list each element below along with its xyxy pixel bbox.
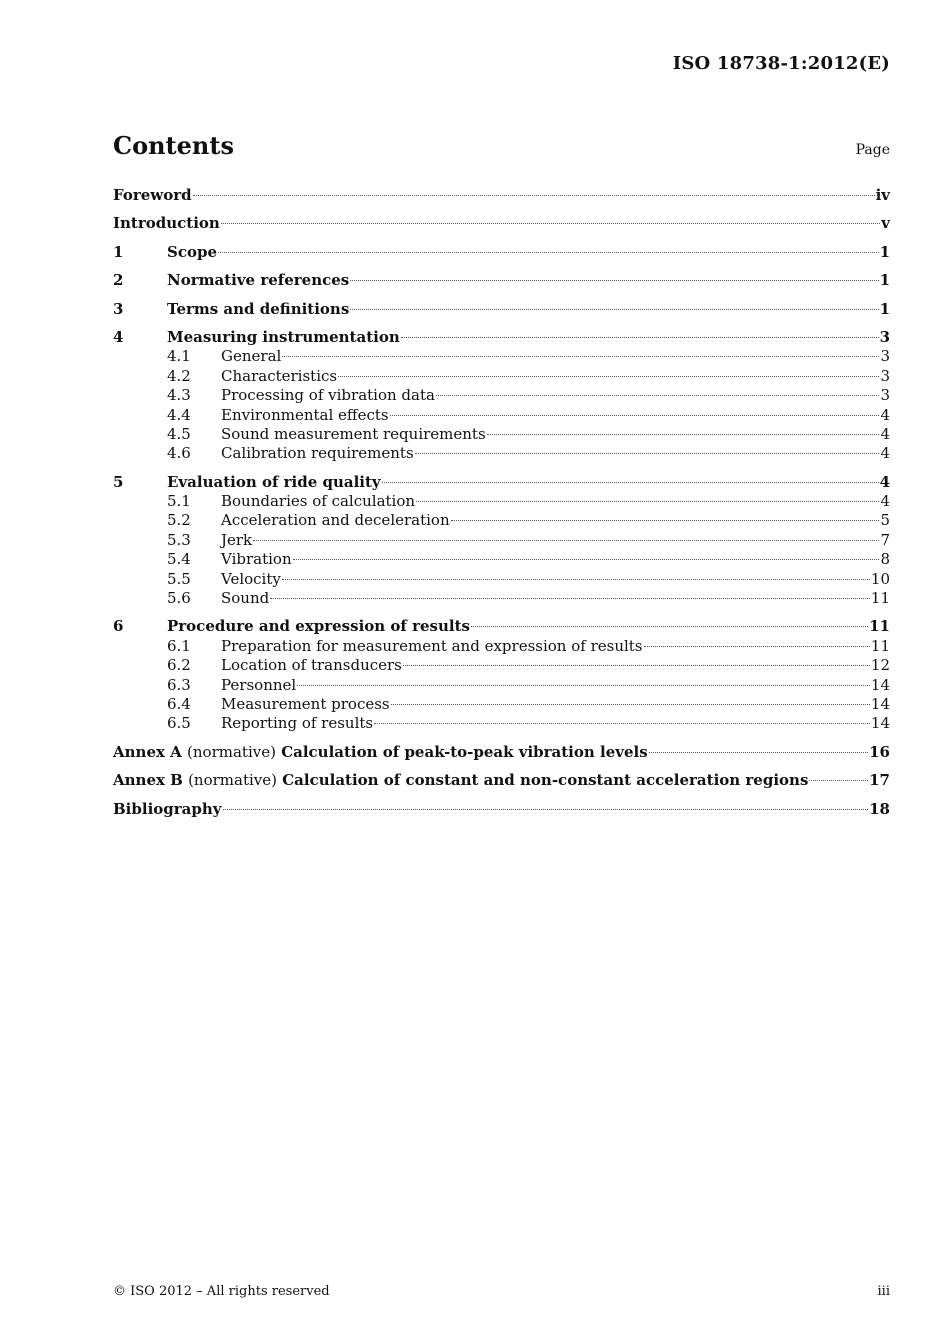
toc-entry-title: Procedure and expression of results [167,617,470,636]
dot-leader [401,337,879,338]
toc-entry-page: 1 [879,242,890,261]
dot-leader [416,501,879,502]
toc-entry-page: 1 [879,271,890,290]
dot-leader [390,415,880,416]
dot-leader [282,579,870,580]
toc-entry-title: Jerk [221,530,253,549]
toc-entry-number: 6.4 [167,694,191,713]
toc-entry-number: 1 [113,242,124,261]
dot-leader [809,780,868,781]
toc-entry-4-2[interactable] [113,367,890,386]
toc-entry-title: General [221,347,282,366]
toc-entry-title: Location of transducers [221,656,402,675]
annex-subtitle: Calculation of constant and non-constant acceleration regions [282,771,809,790]
toc-entry-evaluation-of-ride-quality[interactable] [113,473,890,492]
annex-label: Annex A [113,742,182,761]
toc-entry-title: Vibration [221,550,292,569]
toc-entry-number: 4.5 [167,424,191,443]
toc-entry-4-5[interactable] [113,425,890,444]
toc-entry-title: Sound measurement requirements [221,424,486,443]
dot-leader [382,482,879,483]
toc-entry-title: Processing of vibration data [221,386,435,405]
toc-entry-4-1[interactable] [113,347,890,366]
toc-entry-page: 11 [870,589,890,608]
toc-entry-page: 1 [879,299,890,318]
dot-leader [223,809,869,810]
page-column-label: Page [855,142,890,158]
copyright-notice: © ISO 2012 – All rights reserved [113,1284,330,1299]
toc-entry-title: Bibliography [113,799,222,818]
toc-entry-page: 4 [879,472,890,491]
toc-entry-number: 5.1 [167,492,191,511]
toc-entry-page: 11 [869,617,890,636]
toc-entry-title: Boundaries of calculation [221,492,416,511]
toc-entry-5-3[interactable] [113,531,890,550]
toc-entry-number: 6 [113,617,124,636]
toc-entry-title [113,771,808,790]
toc-entry-number: 4 [113,327,124,346]
toc-entry-title: Measurement process [221,694,390,713]
toc-entry-page: 4 [880,492,890,511]
toc-entry-number: 6.1 [167,636,191,655]
toc-entry-page: 4 [880,424,890,443]
toc-entry-page: 3 [880,347,890,366]
toc-entry-page: 14 [870,675,890,694]
dot-leader [451,520,880,521]
dot-leader [282,356,879,357]
toc-entry-bibliography[interactable] [113,800,890,819]
toc-entry-5-6[interactable] [113,589,890,608]
dot-leader [415,453,880,454]
toc-entry-5-2[interactable] [113,511,890,530]
toc-entry-6-1[interactable] [113,637,890,656]
annex-label: Annex B [113,771,183,790]
dot-leader [350,309,878,310]
toc-entry-annex-a[interactable] [113,743,890,762]
toc-entry-number: 5 [113,472,124,491]
toc-entry-number: 2 [113,271,124,290]
toc-entry-title: Preparation for measurement and expression of results [221,636,643,655]
dot-leader [649,752,868,753]
annex-subtitle: Calculation of peak-to-peak vibration levels [281,742,648,761]
document-id: ISO 18738-1:2012(E) [672,53,890,74]
dot-leader [403,665,870,666]
toc-entry-page: 5 [880,511,890,530]
toc-entry-6-2[interactable] [113,656,890,675]
toc-entry-5-5[interactable] [113,570,890,589]
contents-heading: Contents [113,131,234,160]
table-of-contents [113,186,890,819]
toc-entry-number: 6.3 [167,675,191,694]
dot-leader [436,395,880,396]
toc-entry-page: 7 [880,530,890,549]
page-number: iii [877,1284,890,1299]
toc-entry-number: 6.2 [167,656,191,675]
dot-leader [350,280,878,281]
toc-entry-page: 18 [869,799,890,818]
annex-qualifier: (normative) [187,742,276,761]
toc-entry-page: 4 [880,444,890,463]
toc-entry-normative-references[interactable] [113,271,890,290]
dot-leader [270,598,870,599]
toc-entry-5-4[interactable] [113,550,890,569]
dot-leader [218,252,879,253]
toc-entry-title: Measuring instrumentation [167,327,400,346]
toc-entry-number: 5.2 [167,511,191,530]
dot-leader [297,685,870,686]
dot-leader [374,723,870,724]
toc-entry-title [113,743,648,762]
toc-entry-6-5[interactable] [113,714,890,733]
toc-entry-title: Evaluation of ride quality [167,472,381,491]
toc-entry-page: 3 [879,327,890,346]
dot-leader [293,559,880,560]
toc-entry-page: 14 [870,694,890,713]
dot-leader [471,626,868,627]
toc-entry-page: iv [875,186,890,204]
dot-leader [487,434,880,435]
toc-entry-title: Characteristics [221,366,338,385]
toc-entry-page: 3 [880,366,890,385]
toc-entry-page: 17 [869,771,890,790]
toc-entry-page: 8 [880,550,890,569]
toc-entry-title: Personnel [221,675,297,694]
toc-entry-number: 4.2 [167,366,191,385]
toc-entry-page: 3 [880,386,890,405]
toc-entry-4-6[interactable] [113,444,890,463]
toc-entry-title: Sound [221,589,270,608]
dot-leader [193,195,875,196]
toc-entry-title: Terms and definitions [167,299,350,318]
toc-entry-title: Reporting of results [221,714,374,733]
toc-entry-number: 4.4 [167,405,191,424]
toc-entry-title: Foreword [113,186,192,204]
toc-entry-number: 4.6 [167,444,191,463]
toc-entry-page: 12 [870,656,890,675]
toc-entry-number: 6.5 [167,714,191,733]
toc-entry-number: 4.3 [167,386,191,405]
annex-qualifier: (normative) [188,771,277,790]
toc-entry-number: 3 [113,299,124,318]
toc-entry-4-3[interactable] [113,386,890,405]
toc-entry-number: 5.5 [167,569,191,588]
dot-leader [338,376,879,377]
toc-entry-title: Calibration requirements [221,444,414,463]
toc-entry-number: 5.6 [167,589,191,608]
toc-entry-page: 10 [870,569,890,588]
dot-leader [221,223,880,224]
toc-entry-title: Environmental effects [221,405,389,424]
toc-entry-page: 14 [870,714,890,733]
toc-entry-6-3[interactable] [113,676,890,695]
toc-entry-5-1[interactable] [113,492,890,511]
dot-leader [253,540,879,541]
dot-leader [391,704,870,705]
toc-entry-number: 4.1 [167,347,191,366]
toc-entry-title: Acceleration and deceleration [221,511,450,530]
dot-leader [644,646,870,647]
toc-entry-introduction[interactable] [113,214,890,233]
toc-entry-measuring-instrumentation[interactable] [113,328,890,347]
toc-entry-4-4[interactable] [113,406,890,425]
toc-entry-title: Velocity [221,569,281,588]
toc-entry-title: Normative references [167,271,350,290]
toc-entry-page: 16 [869,742,890,761]
toc-entry-page: v [881,214,890,233]
toc-entry-scope[interactable] [113,243,890,262]
toc-entry-page: 4 [880,405,890,424]
toc-entry-title: Scope [167,242,218,261]
toc-entry-title: Introduction [113,214,220,233]
toc-entry-number: 5.3 [167,530,191,549]
toc-entry-annex-b[interactable] [113,771,890,790]
toc-entry-page: 11 [870,636,890,655]
toc-entry-6-4[interactable] [113,695,890,714]
toc-entry-procedure-and-expression[interactable] [113,617,890,636]
toc-entry-foreword[interactable] [113,186,890,205]
toc-entry-terms-and-definitions[interactable] [113,300,890,319]
toc-entry-number: 5.4 [167,550,191,569]
